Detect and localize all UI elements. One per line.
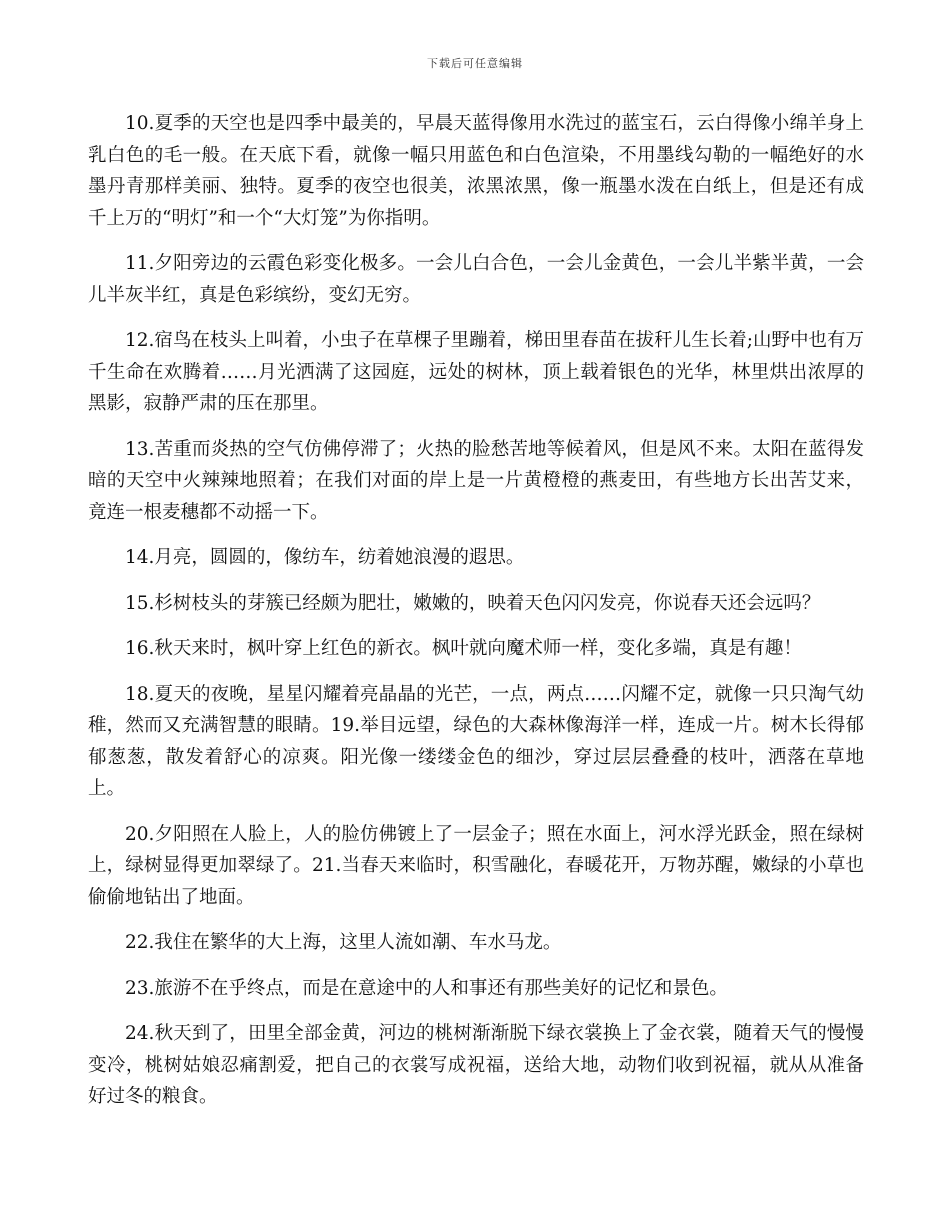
document-body: [88, 108, 864, 1127]
paragraph-16: 16.秋天来时，枫叶穿上红色的新衣。枫叶就向魔术师一样，变化多端，真是有趣！: [125, 638, 802, 659]
paragraph-10: 10.夏季的天空也是四季中最美的，早晨天蓝得像用水洗过的蓝宝石，云白得像小绵羊身上乳白色的毛一般。在天底下看，就像一幅只用蓝色和白色渲染，不用墨线勾勒的一幅绝好的水墨丹青那样美丽、独特。夏季的夜空也很美，浓黑浓黑，像一瓶墨水泼在白纸上，但是还有成千上万的“明灯”和一个“大灯笼”为你指明。: [88, 113, 864, 229]
paragraph-13: 13.苦重而炎热的空气仿佛停滞了；火热的脸愁苦地等候着风，但是风不来。太阳在蓝得发暗的天空中火辣辣地照着；在我们对面的岸上是一片黄橙橙的燕麦田，有些地方长出苦艾来，竟连一根麦穗都不动摇一下。: [88, 438, 864, 523]
paragraph-20-21: 20.夕阳照在人脸上，人的脸仿佛镀上了一层金子；照在水面上，河水浮光跃金，照在绿树上，绿树显得更加翠绿了。21.当春天来临时，积雪融化，春暖花开，万物苏醒，嫩绿的小草也偷偷地钻出了地面。: [88, 823, 864, 908]
paragraph-15: 15.杉树枝头的芽簇已经颇为肥壮，嫩嫩的，映着天色闪闪发亮，你说春天还会远吗？: [125, 592, 821, 614]
paragraph-24: 24.秋天到了，田里全部金黄，河边的桃树渐渐脱下绿衣裳换上了金衣裳，随着天气的慢慢变冷，桃树姑娘忍痛割爱，把自己的衣裳写成祝福，送给大地，动物们收到祝福，就从从准备好过冬的粮食。: [88, 1023, 864, 1107]
paragraph-12: 12.宿鸟在枝头上叫着，小虫子在草棵子里蹦着，梯田里春苗在拔秆儿生长着;山野中也有万千生命在欢腾着……月光洒满了这园庭，远处的树林，顶上载着银色的光华，林里烘出浓厚的黑影，寂静严肃的压在那里。: [88, 330, 864, 414]
paragraph-22: 22.我住在繁华的大上海，这里人流如潮、车水马龙。: [125, 932, 562, 953]
paragraph-18-19: 18.夏天的夜晚，星星闪耀着亮晶晶的光芒，一点，两点……闪耀不定，就像一只只淘气幼稚，然而又充满智慧的眼睛。19.举目远望，绿色的大森林像海洋一样，连成一片。树木长得郁郁葱葱，散发着舒心的凉爽。阳光像一缕缕金色的细沙，穿过层层叠叠的枝叶，洒落在草地上。: [88, 683, 864, 799]
page-header: 下载后可任意编辑: [427, 57, 523, 70]
paragraph-11: 11.夕阳旁边的云霞色彩变化极多。一会儿白合色，一会儿金黄色，一会儿半紫半黄，一会儿半灰半红，真是色彩缤纷，变幻无穷。: [88, 253, 864, 306]
paragraph-23: 23.旅游不在乎终点，而是在意途中的人和事还有那些美好的记忆和景色。: [125, 977, 728, 999]
paragraph-14: 14.月亮，圆圆的，像纺车，纺着她浪漫的遐思。: [125, 547, 525, 568]
